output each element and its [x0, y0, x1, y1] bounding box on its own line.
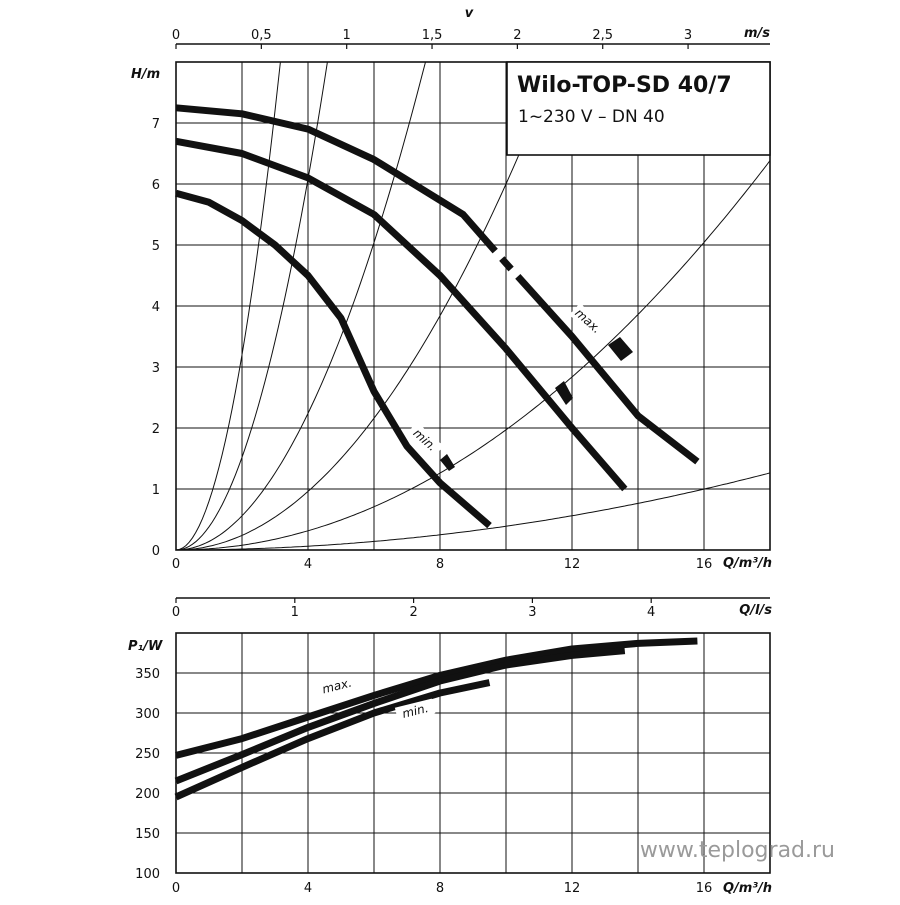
- y-tick-label: 150: [135, 827, 160, 842]
- velocity-axis-ticks: [172, 28, 692, 49]
- power-chart-series: [176, 641, 697, 797]
- velocity-tick-label: 0: [171, 28, 181, 43]
- y-tick-label: 1: [151, 483, 160, 498]
- x-tick-label: 0: [171, 557, 181, 572]
- chart-title: Wilo-TOP-SD 40/7: [517, 73, 732, 98]
- velocity-axis-label: v: [464, 6, 474, 21]
- max-label-bottom: [317, 674, 358, 698]
- velocity-axis-unit: m/s: [743, 26, 770, 41]
- flow-ls-tick-label: 3: [528, 605, 537, 620]
- power-chart-x-label: Q/m³/h: [722, 881, 772, 896]
- mid-marker: [555, 381, 573, 405]
- x-tick-label: 0: [171, 881, 181, 896]
- flow-ls-tick-label: 2: [409, 605, 418, 620]
- y-tick-label: 300: [135, 707, 160, 722]
- y-tick-label: 6: [151, 178, 160, 193]
- x-tick-label: 8: [435, 881, 445, 896]
- head-chart-y-ticks: [152, 117, 160, 559]
- flow-ls-axis-unit: Q/l/s: [739, 603, 772, 618]
- svg-text:min.: min.: [400, 700, 430, 721]
- head-axis-label: H/m: [131, 67, 161, 82]
- power-chart-x-ticks: [172, 881, 712, 896]
- y-tick-label: 200: [135, 787, 160, 802]
- x-tick-label: 12: [563, 881, 581, 896]
- power-axis-label: P₁/W: [128, 639, 163, 654]
- system-curve: [176, 161, 770, 550]
- power-chart-y-ticks: [135, 667, 160, 882]
- watermark-text: www.teplograd.ru: [639, 838, 835, 863]
- x-tick-label: 8: [435, 557, 445, 572]
- head-curve-2: [176, 193, 490, 525]
- flow-ls-tick-label: 1: [290, 605, 299, 620]
- velocity-tick-label: 3: [683, 28, 693, 43]
- x-tick-label: 12: [563, 557, 581, 572]
- y-tick-label: 7: [151, 117, 160, 132]
- head-chart-series: [176, 108, 697, 526]
- head-chart-x-label: Q/m³/h: [722, 556, 772, 571]
- velocity-tick-label: 0,5: [251, 28, 272, 43]
- y-tick-label: 3: [151, 361, 160, 376]
- flow-ls-axis-ticks: [172, 598, 655, 620]
- max-label-top: [569, 303, 606, 339]
- velocity-tick-label: 2,5: [592, 28, 614, 43]
- y-tick-label: 5: [151, 239, 160, 254]
- x-tick-label: 16: [695, 557, 713, 572]
- svg-text:min.: min.: [410, 425, 440, 455]
- svg-text:max.: max.: [572, 305, 604, 337]
- power-curve-2: [176, 683, 490, 797]
- velocity-tick-label: 2: [513, 28, 522, 43]
- x-tick-label: 4: [303, 557, 313, 572]
- velocity-tick-label: 1: [342, 28, 351, 43]
- min-marker: [440, 454, 455, 471]
- y-tick-label: 100: [135, 867, 160, 882]
- y-tick-label: 350: [135, 667, 160, 682]
- svg-text:max.: max.: [320, 675, 354, 697]
- flow-ls-tick-label: 4: [647, 605, 656, 620]
- y-tick-label: 0: [151, 544, 160, 559]
- flow-ls-tick-label: 0: [171, 605, 181, 620]
- chart-subtitle: 1~230 V – DN 40: [518, 107, 665, 127]
- y-tick-label: 2: [151, 422, 160, 437]
- power-curve-0: [176, 641, 697, 755]
- head-chart-x-ticks: [172, 557, 712, 572]
- y-tick-label: 4: [151, 300, 160, 315]
- y-tick-label: 250: [135, 747, 160, 762]
- x-tick-label: 4: [303, 881, 313, 896]
- velocity-tick-label: 1,5: [421, 28, 443, 43]
- x-tick-label: 16: [695, 881, 713, 896]
